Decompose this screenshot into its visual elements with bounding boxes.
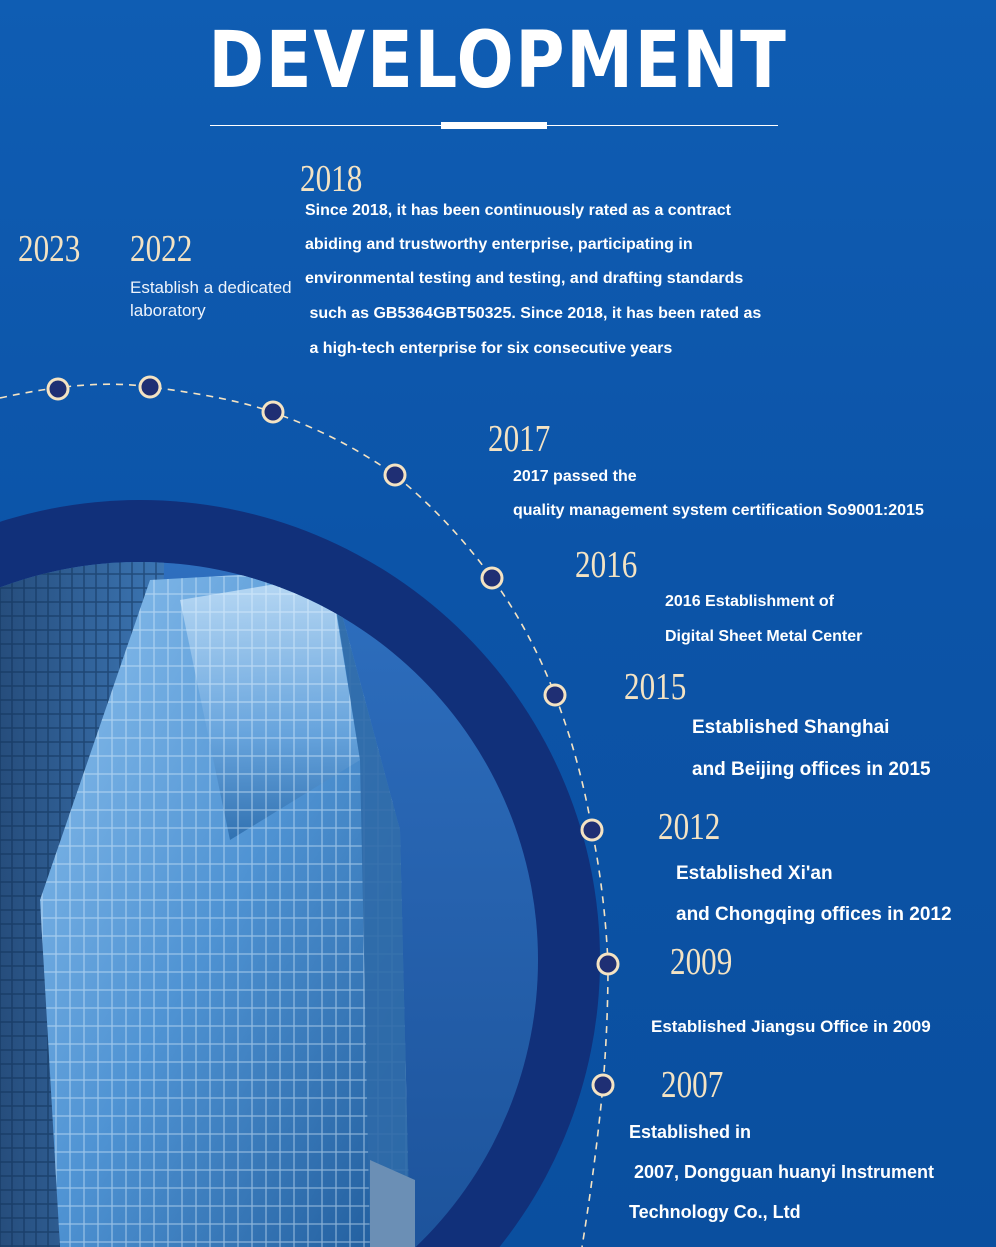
timeline-dot-2015 <box>545 685 565 705</box>
milestone-year-2017: 2017 <box>488 418 551 460</box>
milestone-year-2018: 2018 <box>300 158 363 200</box>
timeline-dot-2018 <box>263 402 283 422</box>
milestone-desc-line: Established Xi'an <box>676 863 833 884</box>
milestone-desc-line: a high-tech enterprise for six consecutive years <box>305 340 673 357</box>
milestone-desc-line: Digital Sheet Metal Center <box>665 628 863 645</box>
timeline-dot-2017 <box>385 465 405 485</box>
milestone-year-2009: 2009 <box>670 941 733 983</box>
milestone-desc-line: Establish a dedicated <box>130 278 292 297</box>
milestone-year-2023: 2023 <box>18 228 81 270</box>
milestone-desc-line: laboratory <box>130 301 206 320</box>
milestone-desc-line: Established Jiangsu Office in 2009 <box>651 1017 931 1036</box>
milestone-desc-line: quality management system certification So9001:2015 <box>513 502 924 519</box>
page-title: DEVELOPMENT <box>208 16 788 106</box>
milestone-desc-line: 2017 passed the <box>513 468 637 485</box>
milestone-desc-line: and Chongqing offices in 2012 <box>676 904 952 925</box>
milestone-desc-line: 2016 Establishment of <box>665 593 834 610</box>
milestone-desc-line: Established in <box>629 1122 752 1142</box>
timeline-dot-2009 <box>598 954 618 974</box>
milestone-desc-line: and Beijing offices in 2015 <box>692 759 931 780</box>
milestone-desc-line: Established Shanghai <box>692 717 890 738</box>
timeline-dot-2012 <box>582 820 602 840</box>
timeline-dot-2023 <box>48 379 68 399</box>
milestone-desc-line: Technology Co., Ltd <box>629 1202 801 1222</box>
title-accent-bar <box>441 122 547 129</box>
milestone-desc-line: 2007, Dongguan huanyi Instrument <box>629 1162 935 1182</box>
milestone-desc-line: Since 2018, it has been continuously rated as a contract <box>305 202 731 219</box>
milestone-desc-line: such as GB5364GBT50325. Since 2018, it has been rated as <box>305 305 762 322</box>
milestone-year-2016: 2016 <box>575 544 638 586</box>
timeline-dot-2016 <box>482 568 502 588</box>
milestone-year-2022: 2022 <box>130 228 193 270</box>
milestone-year-2007: 2007 <box>661 1064 724 1106</box>
milestone-desc-line: environmental testing and testing, and drafting standards <box>305 270 744 287</box>
milestone-year-2012: 2012 <box>658 806 721 848</box>
timeline-dot-2022 <box>140 377 160 397</box>
timeline-dot-2007 <box>593 1075 613 1095</box>
milestone-desc-line: abiding and trustworthy enterprise, participating in <box>305 236 693 253</box>
milestone-year-2015: 2015 <box>624 666 687 708</box>
